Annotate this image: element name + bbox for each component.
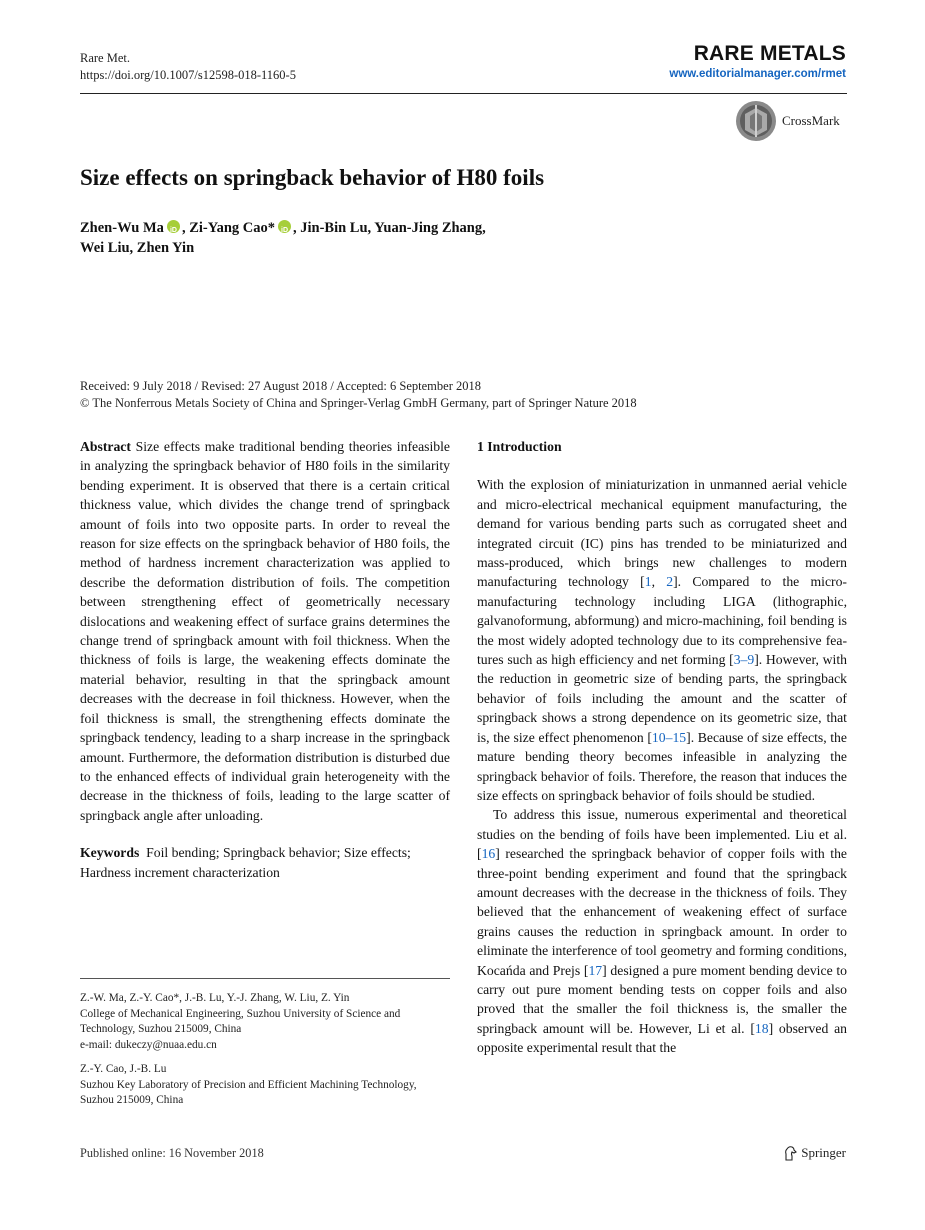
article-dates: Received: 9 July 2018 / Revised: 27 August 2018 / Accepted: 6 September 2018 (80, 379, 481, 393)
author-names: Wei Liu, Zhen Yin (80, 240, 195, 256)
text-run: ]. Compared to the micro-manufacturing technology including LIGA (lithographic, galvanoformung, abformung) and micro-machining, foil bending is the most widely adopted technology due to its comprehensive features such as high efficiency and net forming [ (477, 574, 847, 668)
keywords (80, 843, 450, 882)
crossmark-label: CrossMark (782, 113, 840, 128)
affiliations (80, 991, 450, 1109)
published-online: Published online: 16 November 2018 (80, 1146, 264, 1160)
copyright-line: © The Nonferrous Metals Society of China and Springer-Verlag GmbH Germany, part of Springer Nature 2018 (80, 396, 637, 410)
section-heading: 1 Introduction (477, 439, 562, 454)
right-column (477, 437, 847, 1058)
citation-dash: – (665, 729, 673, 745)
journal-header-right (669, 42, 846, 82)
orcid-icon[interactable] (278, 220, 291, 233)
author-name[interactable]: , Zi-Yang Cao* (181, 220, 275, 236)
intro-paragraph (477, 475, 847, 805)
citation-link[interactable]: 16 (481, 846, 496, 862)
journal-header-left (80, 50, 296, 84)
footnote-divider (80, 978, 450, 979)
article-history (80, 378, 637, 412)
abstract-label: Abstract (80, 439, 131, 454)
text-run: To address this issue, numerous experimental and theoretical studies on the bending of foils have been implemented. Liu et al. [ (477, 807, 847, 862)
journal-url-link[interactable]: www.editorialmanager.com/rmet (669, 68, 846, 80)
journal-abbrev: Rare Met. (80, 51, 130, 65)
orcid-icon[interactable] (167, 220, 180, 233)
citation-link[interactable]: 15 (672, 729, 687, 745)
crossmark-badge[interactable] (735, 100, 840, 142)
publisher-logo (783, 1145, 846, 1161)
crossmark-icon (735, 100, 777, 142)
text-run: , (651, 574, 667, 590)
citation-link[interactable]: 1 (644, 574, 652, 590)
affiliation-authors: Z.-W. Ma, Z.-Y. Cao*, J.-B. Lu, Y.-J. Zhang, W. Liu, Z. Yin (80, 992, 350, 1004)
citation-link[interactable]: 17 (588, 962, 603, 978)
text-run: With the explosion of miniaturization in unmanned aerial vehicle and micro-electrical mechanical equipment manufacturing, the demand for various bending parts such as corrugated sheet and integrated circuit (IC) pins has trended to be miniaturized and mass-produced, which brings new challenges to modern manufacturing technology [ (477, 477, 847, 590)
keywords-text: Foil bending; Springback behavior; Size effects; Hardness increment characterization (80, 845, 411, 880)
intro-paragraph (477, 805, 847, 1057)
text-run: ] researched the springback behavior of copper foils with the three-point bending experiment and found that the springback amount decreases with the decrease in the thickness of foils. They believed that the enhancement of weakening effect of surface grains causes the reduction in springback amount. In order to eliminate the interference of tool geometry and forming conditions, Kocańda and Prejs [ (477, 846, 847, 978)
article-title: Size effects on springback behavior of H80 foils (80, 165, 545, 190)
citation-link[interactable]: 18 (754, 1020, 769, 1036)
citation-link[interactable]: 2 (666, 574, 674, 590)
corresponding-email[interactable]: e-mail: dukeczy@nuaa.edu.cn (80, 1038, 217, 1051)
text-run: ]. However, with the reduction in geometric size of bending parts, the springback behavior of foils including the amount and the scatter of springback shows a strong dependence on its geometric size, that is, the size effect phenomenon [ (477, 652, 847, 745)
text-run: ] observed an opposite experimental result that the (477, 1020, 847, 1056)
citation-link[interactable]: 10 (651, 729, 666, 745)
affiliation-group (80, 1062, 450, 1109)
keywords-label: Keywords (80, 845, 140, 861)
text-run: ] designed a pure moment bending device to carry out pure moment bending tests on copper foils and also proved that the smaller the foil thickness is, the smaller the springback amount will be. However, Li et al. [ (477, 962, 847, 1036)
abstract (80, 437, 450, 825)
affiliation-authors: Z.-Y. Cao, J.-B. Lu (80, 1063, 167, 1075)
citation-link[interactable]: 9 (747, 652, 755, 668)
affiliation-institution: Suzhou Key Laboratory of Precision and Efficient Machining Technology, Suzhou 215009, China (80, 1078, 417, 1106)
text-run: ]. Because of size effects, the mature bending theory becomes infeasible in analyzing the springback behavior of foils. Therefore, the reason that induces the size effects on springback behavior of foils should be studied. (477, 729, 847, 803)
abstract-text: Size effects make traditional bending theories infeasible in analyzing the springback behavior of H80 foils in the similarity bending experiment. It is observed that there is a certain critical thickness value, which divides the change trend of springback amount of foils into two opposite parts. In order to reveal the reason for size effects on the springback behavior of H80 foils, the method of hardness increment characterization was applied to describe the deformation distribution of foils. The competition between strengthening effect of geometrically necessary dislocations and weakening effect of surface grains determines the change trend of springback amount with foil thickness. When the thickness of foils is large, the weakening effects dominate the material behavior, resulting in that the springback amount decreases with the decrease in foil thickness. However, when the foil thickness is small, the strengthening effects dominate the springback tendency, leading to a sharp increase in the springback amount. Furthermore, the deformation distribution is disturbed due to the enhanced effects of individual grain heterogeneity with the decrease in the thickness of foils, leading to the large scatter of springback angle after unloading. (80, 439, 450, 823)
publisher-name: Springer (801, 1145, 846, 1160)
author-names: , Jin-Bin Lu, Yuan-Jing Zhang, (293, 220, 486, 236)
left-column (80, 437, 450, 882)
journal-name: RARE METALS (693, 42, 846, 65)
doi-link[interactable]: https://doi.org/10.1007/s12598-018-1160-5 (80, 68, 296, 82)
header-divider (80, 93, 847, 94)
author-name[interactable]: Zhen-Wu Ma (80, 220, 164, 236)
citation-link[interactable]: 3 (733, 652, 741, 668)
affiliation-institution: College of Mechanical Engineering, Suzhou University of Science and Technology, Suzhou 215009, China (80, 1007, 401, 1035)
author-list (80, 218, 600, 258)
citation-dash: – (740, 652, 748, 668)
affiliation-group (80, 991, 450, 1053)
springer-horse-icon (783, 1145, 797, 1161)
